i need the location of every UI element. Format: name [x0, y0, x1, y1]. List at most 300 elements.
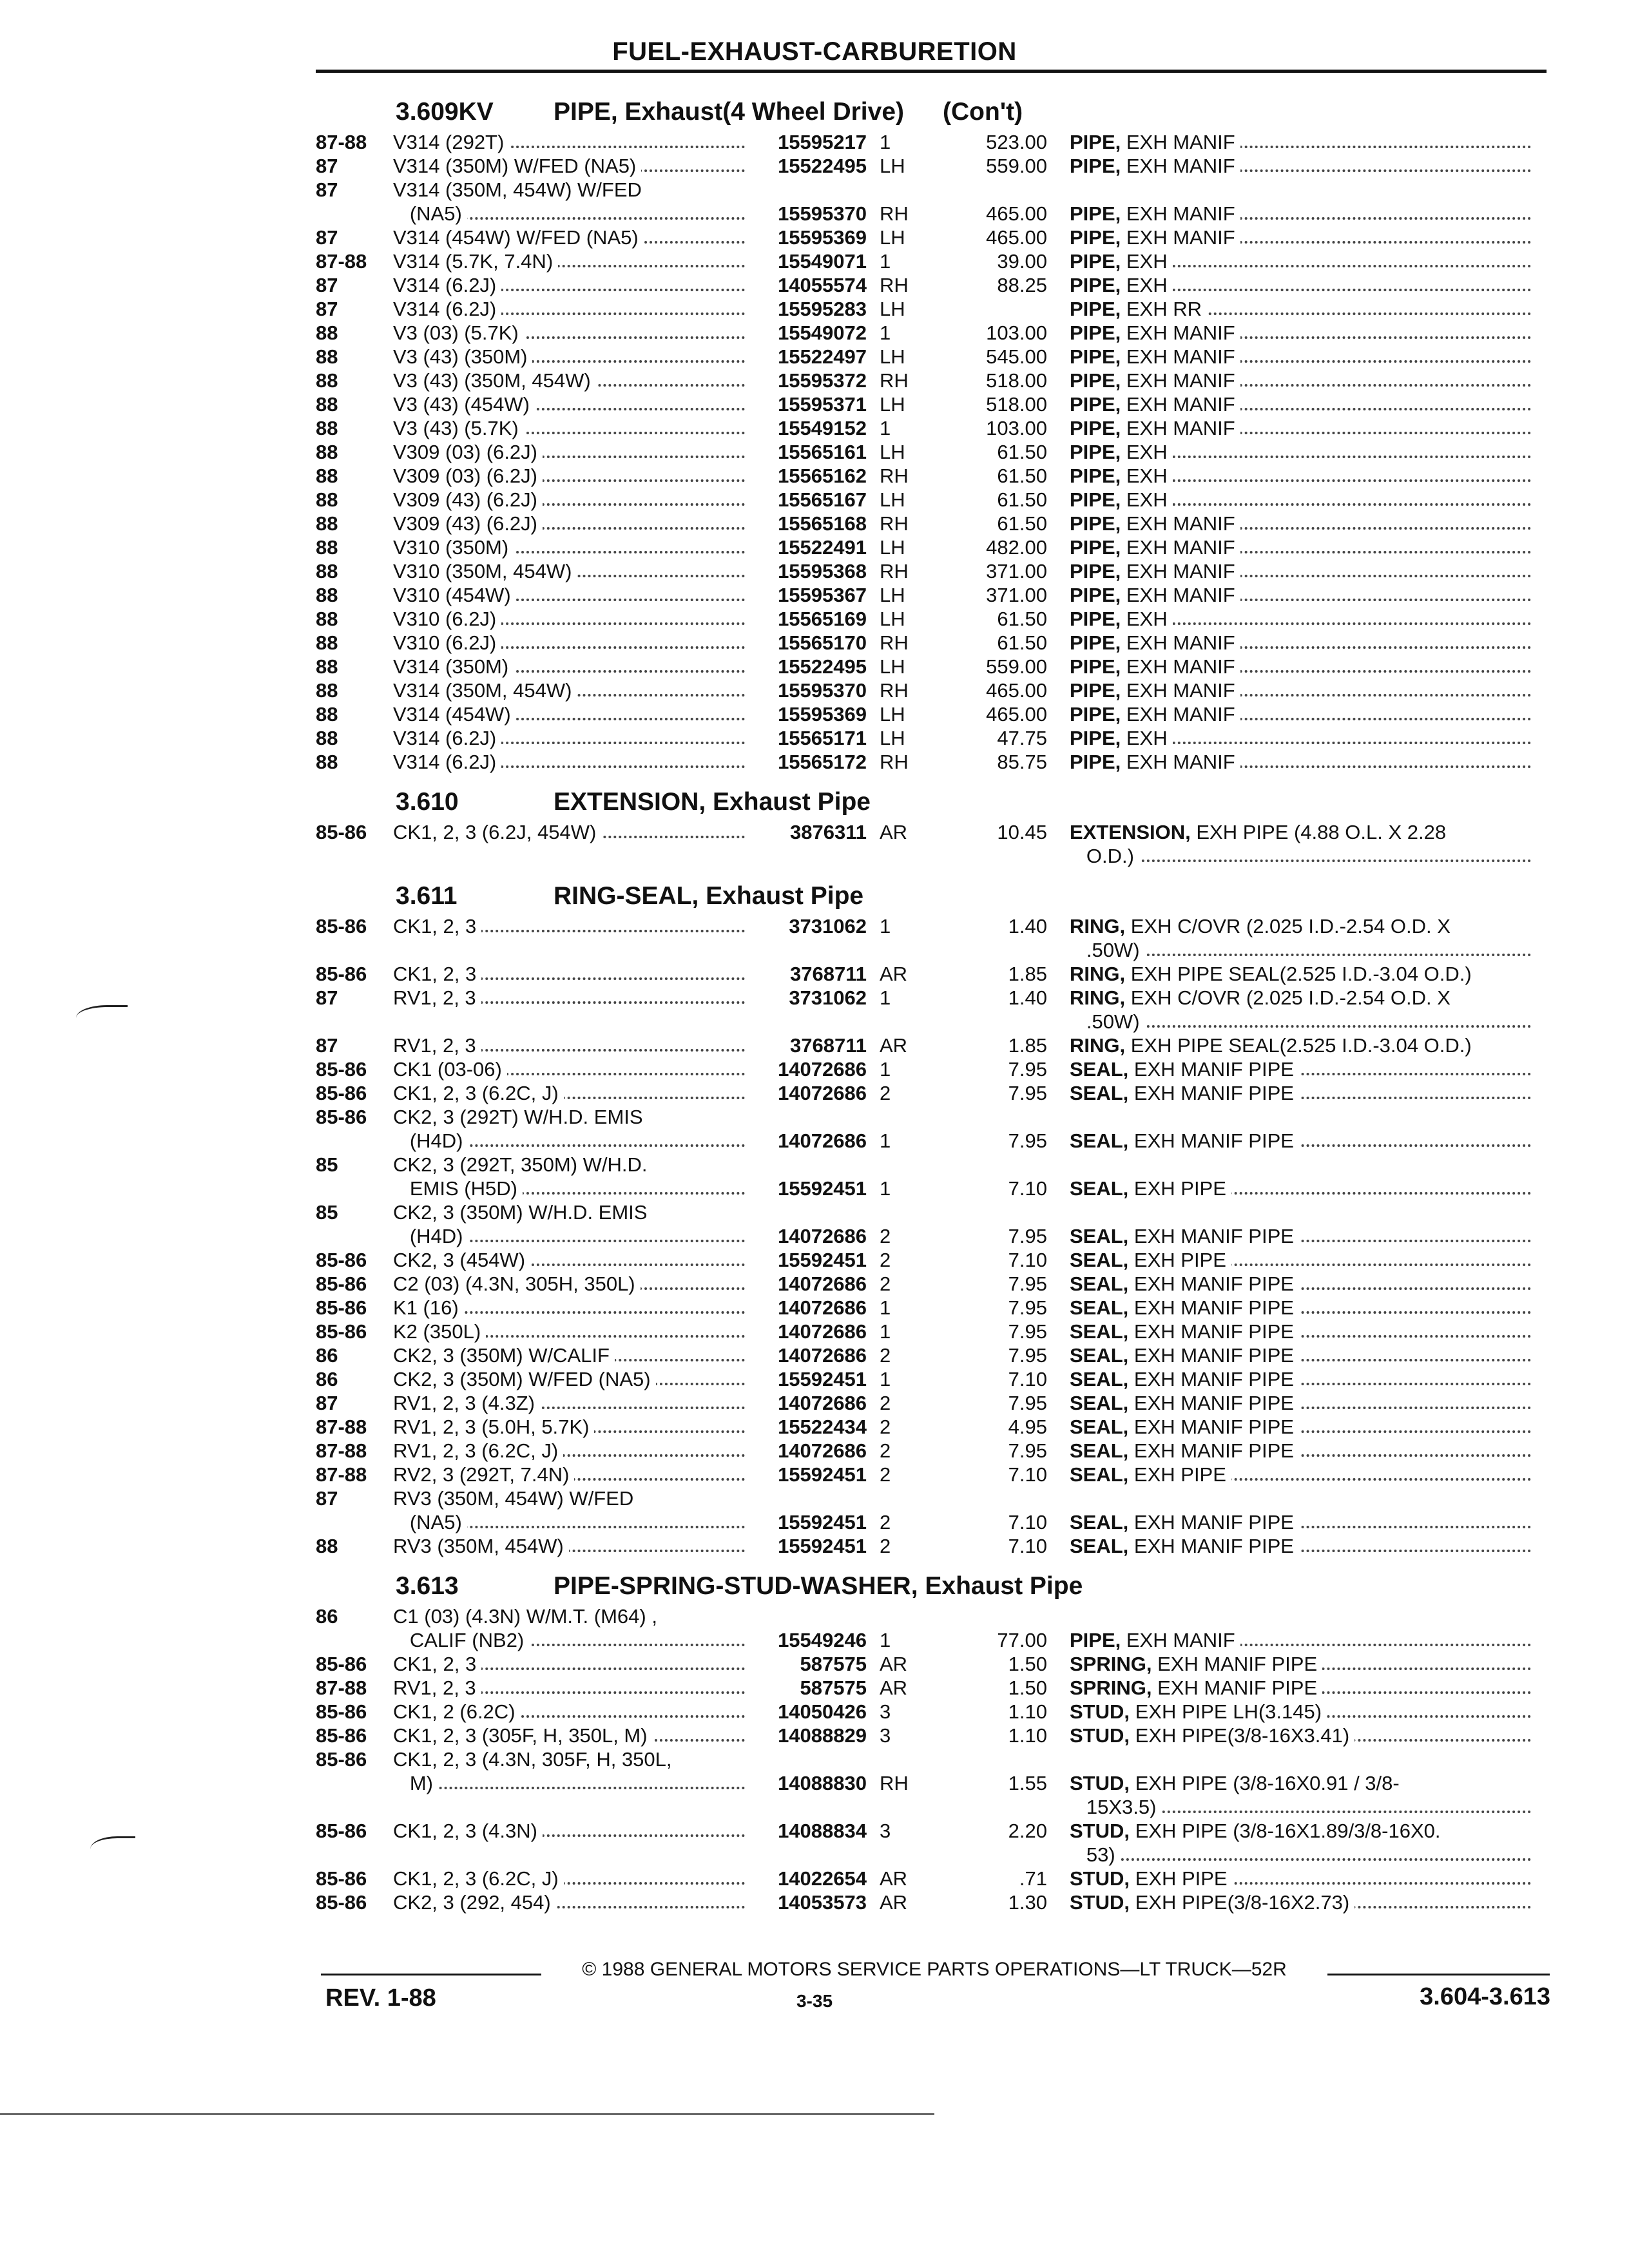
price: 371.00	[986, 560, 1047, 582]
quantity: 3	[880, 1820, 891, 1842]
model-desc	[393, 202, 754, 226]
description-text: SEAL, EXH MANIF PIPE	[1070, 1225, 1299, 1247]
description-text: SEAL, EXH PIPE	[1070, 1463, 1231, 1486]
price: 7.10	[1008, 1463, 1047, 1486]
model-year: 85-86	[316, 1724, 367, 1747]
part-number: 587575	[800, 1653, 867, 1675]
price: 1.10	[1008, 1700, 1047, 1723]
model-year: 88	[316, 751, 338, 773]
table-row	[316, 1534, 1553, 1558]
model-year: 88	[316, 679, 338, 702]
quantity: 1	[880, 1129, 891, 1152]
part-description	[1070, 678, 1540, 702]
quantity: RH	[880, 369, 909, 392]
description-text: PIPE, EXH MANIF	[1070, 584, 1240, 606]
model-text: RV3 (350M, 454W) W/FED	[393, 1487, 639, 1510]
model-year: 87	[316, 155, 338, 177]
description-text: EXTENSION, EXH PIPE (4.88 O.L. X 2.28	[1070, 821, 1451, 843]
description-text: SEAL, EXH MANIF PIPE	[1070, 1296, 1299, 1319]
price: 7.10	[1008, 1535, 1047, 1557]
price: 7.95	[1008, 1129, 1047, 1152]
part-number: 15595283	[778, 298, 867, 320]
model-text: CK2, 3 (350M) W/H.D. EMIS	[393, 1201, 652, 1224]
footer-page-number: 3-35	[796, 1991, 833, 2011]
part-description	[1070, 392, 1540, 416]
part-description	[1070, 1320, 1540, 1343]
section-gap	[316, 1558, 1553, 1563]
part-number: 3731062	[789, 986, 867, 1009]
part-number: 15549152	[778, 417, 867, 439]
part-number: 15595370	[778, 202, 867, 225]
description-keyword: SEAL,	[1070, 1511, 1129, 1533]
quantity: AR	[880, 1867, 908, 1890]
model-desc	[393, 1867, 754, 1890]
part-number: 15592451	[778, 1177, 867, 1200]
description-keyword: PIPE,	[1070, 322, 1121, 344]
model-text: V314 (6.2J)	[393, 751, 501, 773]
footer-rule-right	[1327, 1974, 1550, 1975]
table-row	[316, 1200, 1553, 1224]
model-year: 87	[316, 298, 338, 320]
part-number: 15565161	[778, 441, 867, 463]
model-year: 88	[316, 417, 338, 439]
table-row	[316, 559, 1553, 583]
model-desc	[393, 154, 754, 178]
price: 1.50	[1008, 1653, 1047, 1675]
model-year: 86	[316, 1344, 338, 1367]
description-text: RING, EXH PIPE SEAL(2.525 I.D.-3.04 O.D.)	[1070, 1034, 1477, 1057]
price: 7.95	[1008, 1082, 1047, 1104]
table-row	[316, 750, 1553, 774]
price: 7.10	[1008, 1368, 1047, 1390]
price: 1.55	[1008, 1772, 1047, 1794]
model-year: 88	[316, 727, 338, 749]
part-description	[1070, 202, 1540, 226]
model-text	[393, 1843, 398, 1866]
description-keyword: PIPE,	[1070, 226, 1121, 249]
model-text: CK2, 3 (350M) W/FED (NA5)	[393, 1368, 656, 1390]
part-number: 15565167	[778, 488, 867, 511]
price: 482.00	[986, 536, 1047, 559]
part-description	[1070, 726, 1540, 750]
part-number: 15595368	[778, 560, 867, 582]
model-year: 87	[316, 1392, 338, 1414]
description-keyword: SEAL,	[1070, 1129, 1129, 1152]
quantity: 1	[880, 1058, 891, 1081]
model-desc	[393, 512, 754, 535]
part-description	[1070, 1795, 1540, 1819]
price: 77.00	[997, 1629, 1047, 1651]
model-desc	[393, 1367, 754, 1391]
description-keyword: PIPE,	[1070, 1629, 1121, 1651]
table-row	[316, 392, 1553, 416]
table-row	[316, 1105, 1553, 1129]
price: 47.75	[997, 727, 1047, 749]
part-description	[1070, 535, 1540, 559]
model-year: 88	[316, 465, 338, 487]
model-desc	[393, 559, 754, 583]
part-number: 14072686	[778, 1058, 867, 1081]
part-description	[1070, 416, 1540, 440]
quantity: LH	[880, 584, 905, 606]
model-text: V3 (03) (5.7K)	[393, 322, 524, 344]
scan-mark	[76, 1005, 128, 1026]
model-year: 85	[316, 1153, 338, 1176]
description-text: SEAL, EXH MANIF PIPE	[1070, 1082, 1299, 1104]
description-keyword: SEAL,	[1070, 1058, 1129, 1081]
description-keyword: EXTENSION,	[1070, 821, 1191, 843]
part-number: 15595369	[778, 226, 867, 249]
description-keyword: SEAL,	[1070, 1416, 1129, 1438]
price: 465.00	[986, 703, 1047, 726]
model-desc	[393, 1676, 754, 1700]
model-text: RV1, 2, 3 (5.0H, 5.7K)	[393, 1416, 594, 1438]
part-description	[1070, 938, 1540, 962]
description-keyword: PIPE,	[1070, 298, 1121, 320]
part-description	[1070, 1081, 1540, 1105]
table-row	[316, 369, 1553, 392]
model-text	[393, 845, 398, 867]
price: 7.95	[1008, 1273, 1047, 1295]
table-row	[316, 464, 1553, 488]
part-number: 14088834	[778, 1820, 867, 1842]
model-text: V3 (43) (454W)	[393, 393, 535, 416]
part-number: 15522434	[778, 1416, 867, 1438]
quantity: 1	[880, 1177, 891, 1200]
model-text: V3 (43) (350M)	[393, 345, 532, 368]
table-row	[316, 249, 1553, 273]
page-title: FUEL-EXHAUST-CARBURETION	[612, 37, 1017, 66]
description-text: RING, EXH C/OVR (2.025 I.D.-2.54 O.D. X	[1070, 986, 1456, 1009]
model-year: 85-86	[316, 1273, 367, 1295]
part-description	[1070, 321, 1540, 345]
part-description	[1070, 249, 1540, 273]
table-row	[316, 1391, 1553, 1415]
price: 4.95	[1008, 1416, 1047, 1438]
quantity: AR	[880, 1891, 908, 1914]
quantity: 1	[880, 250, 891, 273]
model-desc	[393, 321, 754, 345]
table-row	[316, 512, 1553, 535]
part-number: 14022654	[778, 1867, 867, 1890]
part-description	[1070, 1296, 1540, 1320]
section-title: EXTENSION, Exhaust Pipe	[554, 788, 871, 816]
model-text: CK1, 2, 3	[393, 915, 481, 937]
model-text: V310 (350M)	[393, 536, 514, 559]
model-desc	[393, 1224, 754, 1248]
part-description	[1070, 1057, 1540, 1081]
model-text: V3 (43) (350M, 454W)	[393, 369, 596, 392]
description-text: STUD, EXH PIPE (3/8-16X0.91 / 3/8-	[1070, 1772, 1405, 1794]
quantity: LH	[880, 345, 905, 368]
model-year: 88	[316, 322, 338, 344]
model-text: CK1, 2, 3 (6.2C, J)	[393, 1867, 564, 1890]
quantity: 2	[880, 1249, 891, 1271]
description-keyword: SEAL,	[1070, 1296, 1129, 1319]
description-text: PIPE, EXH	[1070, 727, 1173, 749]
model-text: V310 (454W)	[393, 584, 516, 606]
table-row	[316, 1652, 1553, 1676]
model-text: RV1, 2, 3 (6.2C, J)	[393, 1439, 563, 1462]
description-text: SEAL, EXH MANIF PIPE	[1070, 1344, 1299, 1367]
model-desc	[393, 1248, 754, 1272]
model-desc	[393, 297, 754, 321]
model-desc	[393, 1604, 754, 1628]
model-text: RV1, 2, 3	[393, 1034, 481, 1057]
model-text: CALIF (NB2)	[393, 1629, 529, 1651]
quantity: RH	[880, 202, 909, 225]
section-header	[316, 779, 1553, 820]
quantity: AR	[880, 1653, 908, 1675]
description-keyword: PIPE,	[1070, 369, 1121, 392]
part-description	[1070, 1010, 1540, 1033]
model-text: V309 (43) (6.2J)	[393, 488, 543, 511]
model-desc	[393, 1129, 754, 1153]
model-year: 88	[316, 584, 338, 606]
part-number: 15565171	[778, 727, 867, 749]
model-year: 88	[316, 512, 338, 535]
model-desc	[393, 1153, 754, 1177]
table-row	[316, 1081, 1553, 1105]
description-text: PIPE, EXH MANIF	[1070, 1629, 1240, 1651]
price: 7.95	[1008, 1320, 1047, 1343]
description-keyword: SPRING,	[1070, 1653, 1152, 1675]
model-text: CK2, 3 (292T, 350M) W/H.D.	[393, 1153, 653, 1176]
table-row	[316, 297, 1553, 321]
model-text: K1 (16)	[393, 1296, 464, 1319]
quantity: 2	[880, 1535, 891, 1557]
table-row	[316, 820, 1553, 844]
table-row	[316, 1367, 1553, 1391]
model-year: 85-86	[316, 1891, 367, 1914]
quantity: 2	[880, 1082, 891, 1104]
quantity: LH	[880, 703, 905, 726]
model-desc	[393, 1534, 754, 1558]
model-year: 85-86	[316, 1249, 367, 1271]
model-desc	[393, 1177, 754, 1200]
table-row	[316, 631, 1553, 655]
price: 559.00	[986, 155, 1047, 177]
model-text: V314 (350M) W/FED (NA5)	[393, 155, 641, 177]
model-text: V314 (350M, 454W)	[393, 679, 577, 702]
table-row	[316, 1296, 1553, 1320]
table-row	[316, 1129, 1553, 1153]
description-text: SEAL, EXH MANIF PIPE	[1070, 1058, 1299, 1081]
table-row	[316, 273, 1553, 297]
quantity: 1	[880, 322, 891, 344]
price: 371.00	[986, 584, 1047, 606]
quantity: LH	[880, 655, 905, 678]
price: 465.00	[986, 679, 1047, 702]
price: 518.00	[986, 369, 1047, 392]
model-year: 88	[316, 536, 338, 559]
table-row	[316, 702, 1553, 726]
part-description	[1070, 820, 1540, 844]
table-row	[316, 1724, 1553, 1747]
table-row	[316, 1747, 1553, 1771]
part-description	[1070, 1771, 1540, 1795]
description-keyword: PIPE,	[1070, 512, 1121, 535]
description-keyword: PIPE,	[1070, 608, 1121, 630]
table-row	[316, 321, 1553, 345]
model-year: 87-88	[316, 1463, 367, 1486]
model-desc	[393, 1391, 754, 1415]
part-number: 15565162	[778, 465, 867, 487]
part-number: 14072686	[778, 1344, 867, 1367]
model-year: 88	[316, 560, 338, 582]
quantity: 2	[880, 1344, 891, 1367]
table-row	[316, 938, 1553, 962]
model-text: CK1, 2, 3 (6.2C, J)	[393, 1082, 564, 1104]
description-text: SEAL, EXH PIPE	[1070, 1177, 1231, 1200]
footer-rule-left	[321, 1974, 541, 1975]
model-text: CK1, 2, 3	[393, 1653, 481, 1675]
model-text: CK1, 2, 3 (305F, H, 350L, M)	[393, 1724, 653, 1747]
quantity: 2	[880, 1392, 891, 1414]
part-number: 14088829	[778, 1724, 867, 1747]
description-text: STUD, EXH PIPE(3/8-16X2.73)	[1070, 1891, 1354, 1914]
part-description	[1070, 345, 1540, 369]
description-keyword: PIPE,	[1070, 727, 1121, 749]
price: 7.95	[1008, 1392, 1047, 1414]
part-description	[1070, 464, 1540, 488]
price: .71	[1019, 1867, 1047, 1890]
price: 39.00	[997, 250, 1047, 273]
parts-catalog	[316, 89, 1553, 1914]
part-number: 15522497	[778, 345, 867, 368]
model-text: RV3 (350M, 454W)	[393, 1535, 569, 1557]
description-text: SEAL, EXH MANIF PIPE	[1070, 1439, 1299, 1462]
model-desc	[393, 345, 754, 369]
description-text: 53)	[1070, 1843, 1121, 1866]
model-year: 85-86	[316, 1106, 367, 1128]
model-desc	[393, 678, 754, 702]
description-text: STUD, EXH PIPE(3/8-16X3.41)	[1070, 1724, 1354, 1747]
description-text: SEAL, EXH MANIF PIPE	[1070, 1511, 1299, 1533]
model-year: 87	[316, 274, 338, 296]
section-title: PIPE, Exhaust(4 Wheel Drive)	[554, 98, 905, 126]
model-desc	[393, 1819, 754, 1843]
part-description	[1070, 1177, 1540, 1200]
part-description	[1070, 607, 1540, 631]
description-text: PIPE, EXH MANIF	[1070, 393, 1240, 416]
description-keyword: SEAL,	[1070, 1177, 1129, 1200]
part-number: 587575	[800, 1677, 867, 1699]
description-keyword: PIPE,	[1070, 345, 1121, 368]
quantity: AR	[880, 1677, 908, 1699]
part-description	[1070, 1248, 1540, 1272]
table-row	[316, 1843, 1553, 1867]
price: 7.95	[1008, 1439, 1047, 1462]
part-number: 3731062	[789, 915, 867, 937]
table-row	[316, 1248, 1553, 1272]
part-description	[1070, 1510, 1540, 1534]
model-desc	[393, 1747, 754, 1771]
price: 7.10	[1008, 1249, 1047, 1271]
model-desc	[393, 726, 754, 750]
model-year: 85-86	[316, 1320, 367, 1343]
part-number: 15565172	[778, 751, 867, 773]
table-row	[316, 844, 1553, 868]
part-number: 15595367	[778, 584, 867, 606]
model-year: 88	[316, 369, 338, 392]
description-keyword: STUD,	[1070, 1700, 1130, 1723]
part-number: 15549072	[778, 322, 867, 344]
table-row	[316, 1033, 1553, 1057]
description-keyword: STUD,	[1070, 1820, 1130, 1842]
description-text: SEAL, EXH MANIF PIPE	[1070, 1416, 1299, 1438]
part-number: 3768711	[790, 963, 867, 985]
table-row	[316, 583, 1553, 607]
description-keyword: STUD,	[1070, 1724, 1130, 1747]
footer-revision: REV. 1-88	[325, 1984, 436, 2012]
part-number: 14072686	[778, 1320, 867, 1343]
model-year: 85-86	[316, 1653, 367, 1675]
part-description	[1070, 1463, 1540, 1486]
table-row	[316, 1628, 1553, 1652]
table-row	[316, 345, 1553, 369]
description-keyword: SEAL,	[1070, 1273, 1129, 1295]
description-keyword: PIPE,	[1070, 488, 1121, 511]
description-text: SEAL, EXH MANIF PIPE	[1070, 1392, 1299, 1414]
description-keyword: PIPE,	[1070, 679, 1121, 702]
quantity: 1	[880, 417, 891, 439]
section-title: PIPE-SPRING-STUD-WASHER, Exhaust Pipe	[554, 1572, 1083, 1600]
model-desc	[393, 1843, 754, 1867]
part-number: 15522491	[778, 536, 867, 559]
price: 7.95	[1008, 1344, 1047, 1367]
table-row	[316, 607, 1553, 631]
quantity: RH	[880, 679, 909, 702]
description-keyword: RING,	[1070, 963, 1126, 985]
model-year: 87-88	[316, 250, 367, 273]
quantity: LH	[880, 298, 905, 320]
model-text: K2 (350L)	[393, 1320, 486, 1343]
part-number: 15565168	[778, 512, 867, 535]
description-keyword: PIPE,	[1070, 441, 1121, 463]
price: 465.00	[986, 226, 1047, 249]
table-row	[316, 1867, 1553, 1890]
description-keyword: PIPE,	[1070, 250, 1121, 273]
description-text: SEAL, EXH MANIF PIPE	[1070, 1535, 1299, 1557]
model-desc	[393, 273, 754, 297]
part-description	[1070, 1272, 1540, 1296]
price: 1.10	[1008, 1724, 1047, 1747]
quantity: 1	[880, 915, 891, 937]
model-text: C2 (03) (4.3N, 305H, 350L)	[393, 1273, 641, 1295]
model-text: V314 (350M, 454W) W/FED	[393, 178, 647, 201]
model-desc	[393, 702, 754, 726]
model-desc	[393, 1510, 754, 1534]
part-description	[1070, 488, 1540, 512]
part-description	[1070, 844, 1540, 868]
model-year: 87-88	[316, 1677, 367, 1699]
table-row	[316, 914, 1553, 938]
part-description	[1070, 750, 1540, 774]
quantity: AR	[880, 1034, 908, 1057]
description-keyword: SEAL,	[1070, 1320, 1129, 1343]
part-description	[1070, 986, 1540, 1010]
part-number: 15595217	[778, 131, 867, 153]
model-text: EMIS (H5D)	[393, 1177, 523, 1200]
part-description	[1070, 1033, 1540, 1057]
part-description	[1070, 1843, 1540, 1867]
description-text: PIPE, EXH	[1070, 465, 1173, 487]
model-text: V314 (292T)	[393, 131, 509, 153]
price: 7.95	[1008, 1058, 1047, 1081]
quantity: RH	[880, 274, 909, 296]
quantity: LH	[880, 488, 905, 511]
